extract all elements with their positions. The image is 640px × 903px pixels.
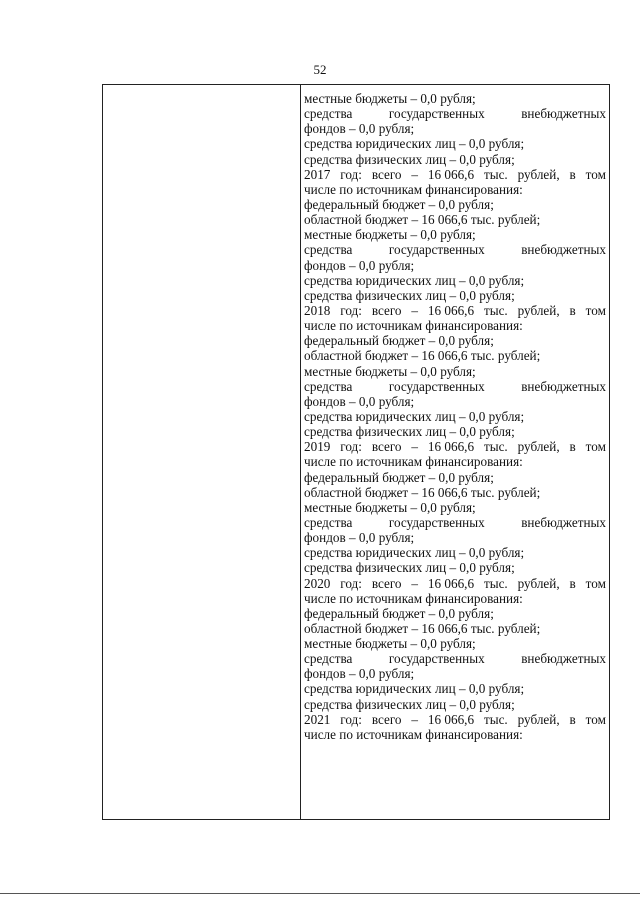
text-word: том [585,575,606,591]
text-line: числе по источникам финансирования: [304,181,523,197]
text-line: местные бюджеты – 0,0 рубля; [304,499,476,515]
text-line: числе по источникам финансирования: [304,590,523,606]
text-word: рублей, [517,575,560,591]
text-word: внебюджетных [521,514,606,530]
text-line: фондов – 0,0 рубля; [304,666,415,682]
text-word: всего [371,439,402,455]
text-line: федеральный бюджет – 0,0 рубля; [304,333,494,349]
text-word: в [569,575,576,591]
text-word: рублей, [517,302,560,318]
page-number: 52 [313,62,327,77]
text-word: всего [371,711,402,727]
text-word: 2019 [304,439,331,455]
text-line: областной бюджет – 16 066,6 тыс. рублей; [304,620,541,636]
text-word: рублей, [517,166,560,182]
text-line [304,303,606,318]
text-line: фондов – 0,0 рубля; [304,121,415,137]
text-word: 16 066,6 [427,711,475,727]
text-line: средства юридических лиц – 0,0 рубля; [304,408,525,424]
text-word: – [411,439,419,455]
text-word: 2017 [304,166,331,182]
table-cell-funding-text [301,85,609,819]
text-line: местные бюджеты – 0,0 рубля; [304,227,476,243]
text-line: местные бюджеты – 0,0 рубля; [304,363,476,379]
text-word: 2018 [304,302,331,318]
text-word: государственных [388,378,485,394]
text-line: средства юридических лиц – 0,0 рубля; [304,545,525,561]
text-line: средства физических лиц – 0,0 рубля; [304,696,515,712]
bottom-divider [0,893,640,894]
text-line: федеральный бюджет – 0,0 рубля; [304,605,494,621]
text-word: год: [340,166,362,182]
text-word: 16 066,6 [427,575,475,591]
text-word: год: [340,302,362,318]
text-word: в [569,302,576,318]
text-word: – [411,575,419,591]
text-line: средства юридических лиц – 0,0 рубля; [304,272,525,288]
text-word: 2020 [304,575,331,591]
text-word: 16 066,6 [427,439,475,455]
text-word: государственных [388,514,485,530]
text-line: областной бюджет – 16 066,6 тыс. рублей; [304,348,541,364]
text-word: средства [304,378,353,394]
text-line [304,712,606,727]
text-word: внебюджетных [521,106,606,122]
text-word: средства [304,651,353,667]
text-word: средства [304,106,353,122]
text-line [304,379,606,394]
text-word: тыс. [483,166,508,182]
table-cell-left-empty [103,85,301,819]
text-word: рублей, [517,711,560,727]
text-word: в [569,711,576,727]
text-line: областной бюджет – 16 066,6 тыс. рублей; [304,212,541,228]
text-word: в [569,439,576,455]
text-line: федеральный бюджет – 0,0 рубля; [304,469,494,485]
text-line: местные бюджеты – 0,0 рубля; [304,636,476,652]
text-line: средства физических лиц – 0,0 рубля; [304,287,515,303]
text-word: – [411,166,419,182]
text-line [304,576,606,591]
text-word: 2021 [304,711,331,727]
text-line: фондов – 0,0 рубля; [304,393,415,409]
text-line: числе по источникам финансирования: [304,318,523,334]
text-word: том [585,439,606,455]
text-word: – [411,302,419,318]
text-line: средства физических лиц – 0,0 рубля; [304,560,515,576]
text-word: 16 066,6 [427,166,475,182]
text-word: тыс. [483,575,508,591]
text-line: числе по источникам финансирования: [304,726,523,742]
text-word: средства [304,242,353,258]
text-word: в [569,166,576,182]
text-word: всего [371,575,402,591]
text-line: местные бюджеты – 0,0 рубля; [304,91,476,106]
text-line: фондов – 0,0 рубля; [304,257,415,273]
document-table [102,84,610,820]
text-word: государственных [388,242,485,258]
text-line: средства физических лиц – 0,0 рубля; [304,151,515,167]
text-word: тыс. [483,302,508,318]
text-line: областной бюджет – 16 066,6 тыс. рублей; [304,484,541,500]
text-word: том [585,711,606,727]
text-word: тыс. [483,439,508,455]
text-word: год: [340,575,362,591]
text-line [304,167,606,182]
text-word: государственных [388,651,485,667]
text-line: федеральный бюджет – 0,0 рубля; [304,196,494,212]
text-word: тыс. [483,711,508,727]
text-word: том [585,166,606,182]
text-word: год: [340,711,362,727]
text-word: всего [371,166,402,182]
text-word: том [585,302,606,318]
text-word: государственных [388,106,485,122]
text-line [304,651,606,666]
text-line: фондов – 0,0 рубля; [304,530,415,546]
text-line [304,439,606,454]
text-line: средства физических лиц – 0,0 рубля; [304,424,515,440]
text-line [304,515,606,530]
text-word: рублей, [517,439,560,455]
text-word: внебюджетных [521,242,606,258]
text-word: внебюджетных [521,378,606,394]
text-line: средства юридических лиц – 0,0 рубля; [304,136,525,152]
text-line: средства юридических лиц – 0,0 рубля; [304,681,525,697]
text-word: – [411,711,419,727]
text-line [304,106,606,121]
text-word: средства [304,514,353,530]
text-word: год: [340,439,362,455]
text-word: 16 066,6 [427,302,475,318]
text-line [304,242,606,257]
text-word: всего [371,302,402,318]
text-word: внебюджетных [521,651,606,667]
text-line: числе по источникам финансирования: [304,454,523,470]
